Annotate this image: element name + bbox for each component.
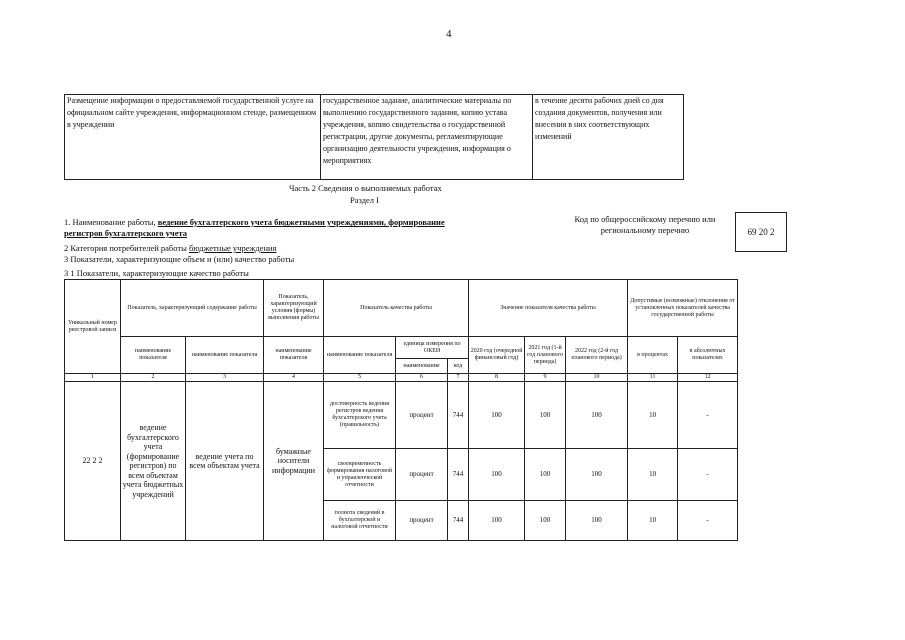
content-indicator-1: ведение бухгалтерского учета (формирование регистров) по всем объектам учета бюджетных учреждений [121, 382, 186, 541]
header-quality: Показатель качества работы [324, 280, 469, 337]
column-number-row [65, 374, 738, 382]
unit-code: 744 [448, 449, 469, 501]
quality-indicator-name: достоверность ведения регистров ведения бухгалтерского учета (правильность) [324, 382, 396, 449]
value-2021: 100 [525, 449, 566, 501]
col-number: 9 [525, 374, 566, 382]
header-unit-name: наименование [396, 359, 448, 374]
record-id: 22 2 2 [65, 382, 121, 541]
value-2022: 100 [566, 449, 628, 501]
item-1: 1. Наименование работы, ведение бухгалтерского учета бюджетными учреждениями, формирование регистров бухгалтерского учета [64, 217, 445, 238]
info-cell-content: государственное задание, аналитические материалы по выполнению государственного задания, копию устава учреждения, копию свидетельства о государственной регистрации, другие документы, регламентирующие организацию деятельности учреждения, информация о мероприятиях [321, 95, 533, 180]
condition-indicator: бумажные носители информации [264, 382, 324, 541]
item-1-value: ведение бухгалтерского учета бюджетными учреждениями, формирование регистров бухгалтерского учета [64, 217, 445, 238]
col-number: 12 [678, 374, 738, 382]
code-box: 69 20 2 [735, 212, 787, 252]
deviation-absolute: - [678, 382, 738, 449]
header-2020: 2020 год (очередной финансовый год) [469, 337, 525, 374]
header-name-2: наименование показателя [186, 337, 264, 374]
item-3: 3 Показатели, характеризующие объем и (или) качество работы [64, 254, 295, 264]
item-3-1: 3 1 Показатели, характеризующие качество работы [64, 268, 249, 278]
header-2021: 2021 год (1-й год планового периода) [525, 337, 566, 374]
section-title: Раздел I [350, 195, 379, 205]
item-1-prefix: 1. Наименование работы [64, 217, 154, 227]
info-cell-frequency: в течение десяти рабочих дней со дня создания документов, получения или внесения в них соответствующих изменений [533, 95, 684, 180]
value-2020: 100 [469, 449, 525, 501]
quality-table [64, 279, 738, 541]
info-table [64, 94, 684, 180]
col-number: 4 [264, 374, 324, 382]
header-name-3: наименование показателя [264, 337, 324, 374]
unit-code: 744 [448, 501, 469, 541]
col-number: 8 [469, 374, 525, 382]
quality-indicator-name: своевременность формирования налоговой и управленческой отчетности [324, 449, 396, 501]
table-row [65, 382, 738, 449]
header-content: Показатель, характеризующий содержание работы [121, 280, 264, 337]
code-label: Код по общероссийскому перечню или региональному перечню [574, 214, 716, 235]
unit-name: процент [396, 501, 448, 541]
col-number: 7 [448, 374, 469, 382]
value-2021: 100 [525, 382, 566, 449]
col-number: 3 [186, 374, 264, 382]
item-2 [64, 243, 276, 254]
deviation-percent: 10 [628, 501, 678, 541]
value-2020: 100 [469, 501, 525, 541]
col-number: 2 [121, 374, 186, 382]
header-absolute: в абсолютных показателях [678, 337, 738, 374]
header-values: Значение показателя качества работы [469, 280, 628, 337]
header-unique-number: Уникальный номер реестровой записи [65, 280, 121, 374]
deviation-percent: 10 [628, 449, 678, 501]
col-number: 1 [65, 374, 121, 382]
info-cell-what: Размещение информации о предоставляемой государственной услуге на официальном сайте учреждения, информационном стенде, размещенном в учреждении [65, 95, 321, 180]
header-percent: в процентах [628, 337, 678, 374]
col-number: 5 [324, 374, 396, 382]
col-number: 10 [566, 374, 628, 382]
unit-name: процент [396, 449, 448, 501]
header-unit-code: код [448, 359, 469, 374]
page-number: 4 [446, 28, 452, 40]
header-unit: единица измерения по ОКЕИ [396, 337, 469, 359]
header-2022: 2022 год (2-й год планового периода) [566, 337, 628, 374]
header-quality-name: наименование показателя [324, 337, 396, 374]
value-2020: 100 [469, 382, 525, 449]
col-number: 11 [628, 374, 678, 382]
deviation-absolute: - [678, 501, 738, 541]
unit-code: 744 [448, 382, 469, 449]
content-indicator-2: ведение учета по всем объектам учета [186, 382, 264, 541]
unit-name: процент [396, 382, 448, 449]
col-number: 6 [396, 374, 448, 382]
quality-indicator-name: полнота сведений в бухгалтерской и налоговой отчетности [324, 501, 396, 541]
deviation-percent: 10 [628, 382, 678, 449]
item-2-value: бюджетные учреждения [188, 243, 277, 253]
deviation-absolute: - [678, 449, 738, 501]
value-2022: 100 [566, 382, 628, 449]
item-2-prefix: 2 Категория потребителей работы [64, 243, 187, 253]
header-conditions: Показатель, характеризующий условия (формы) выполнения работы [264, 280, 324, 337]
header-name-1: наименование показателя [121, 337, 186, 374]
value-2021: 100 [525, 501, 566, 541]
value-2022: 100 [566, 501, 628, 541]
part-title: Часть 2 Сведения о выполняемых работах [289, 183, 442, 193]
header-deviation: Допустимые (возможные) отклонения от установленных показателей качества государственной работы [628, 280, 738, 337]
